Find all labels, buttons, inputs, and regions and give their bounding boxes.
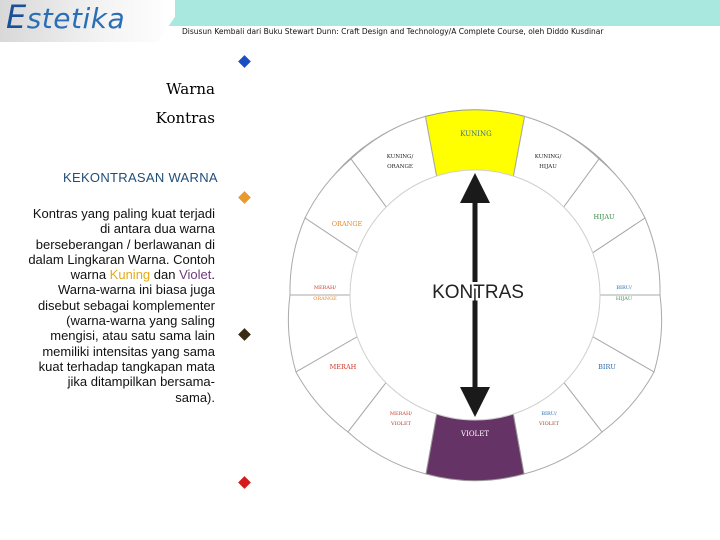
- label-hijau: HIJAU: [593, 213, 615, 221]
- label-merah-orange-2: ORANGE: [313, 296, 337, 302]
- label-kuning-orange-2: ORANGE: [387, 164, 413, 170]
- label-biru-hijau-1: BIRU/: [616, 285, 632, 291]
- label-orange: ORANGE: [331, 220, 363, 228]
- label-kuning-hijau-1: KUNING/: [534, 154, 562, 160]
- section-subtitle: KEKONTRASAN WARNA: [63, 170, 218, 185]
- paragraph-violet: Violet: [179, 267, 212, 283]
- label-merah-orange-1: MERAH/: [313, 285, 337, 291]
- paragraph-part3: . Warna-warna ini biasa juga disebut sebagai komplementer (warna-warna yang saling mengisi, atau satu sama lain memiliki intensitas yang sama kuat terhadap tangkapan mata jika ditampilkan bersama-sama).: [37, 267, 215, 405]
- label-biru-violet-2: VIOLET: [539, 421, 559, 427]
- paragraph-part1: Kontras yang paling kuat terjadi di antara dua warna berseberangan / berlawanan di dalam Lingkaran Warna. Contoh warna: [28, 206, 215, 283]
- logo-initial: E: [6, 0, 27, 36]
- label-kuning-hijau-2: HIJAU: [539, 164, 557, 170]
- logo-rest: stetika: [26, 2, 126, 35]
- label-kuning-orange-1: KUNING/: [386, 154, 414, 160]
- paragraph-part2: dan: [150, 267, 180, 283]
- label-biru-violet-1: BIRU/: [541, 411, 557, 417]
- heading-kontras: Kontras: [155, 109, 215, 127]
- label-violet: VIOLET: [461, 430, 489, 438]
- paragraph-kuning: Kuning: [109, 267, 151, 283]
- heading-warna: Warna: [166, 80, 215, 98]
- label-merah-violet-2: VIOLET: [391, 421, 411, 427]
- label-merah-violet-1: MERAH/: [389, 411, 413, 417]
- center-label: KONTRAS: [432, 282, 524, 303]
- label-merah: MERAH: [329, 363, 357, 371]
- source-credit: Disusun Kembali dari Buku Stewart Dunn: Craft Design and Technology/A Complete Course, oleh Diddo Kusdinar: [182, 27, 604, 36]
- label-kuning: KUNING: [460, 130, 492, 138]
- label-biru-hijau-2: HIJAU: [615, 296, 633, 302]
- label-biru: BIRU: [598, 363, 616, 371]
